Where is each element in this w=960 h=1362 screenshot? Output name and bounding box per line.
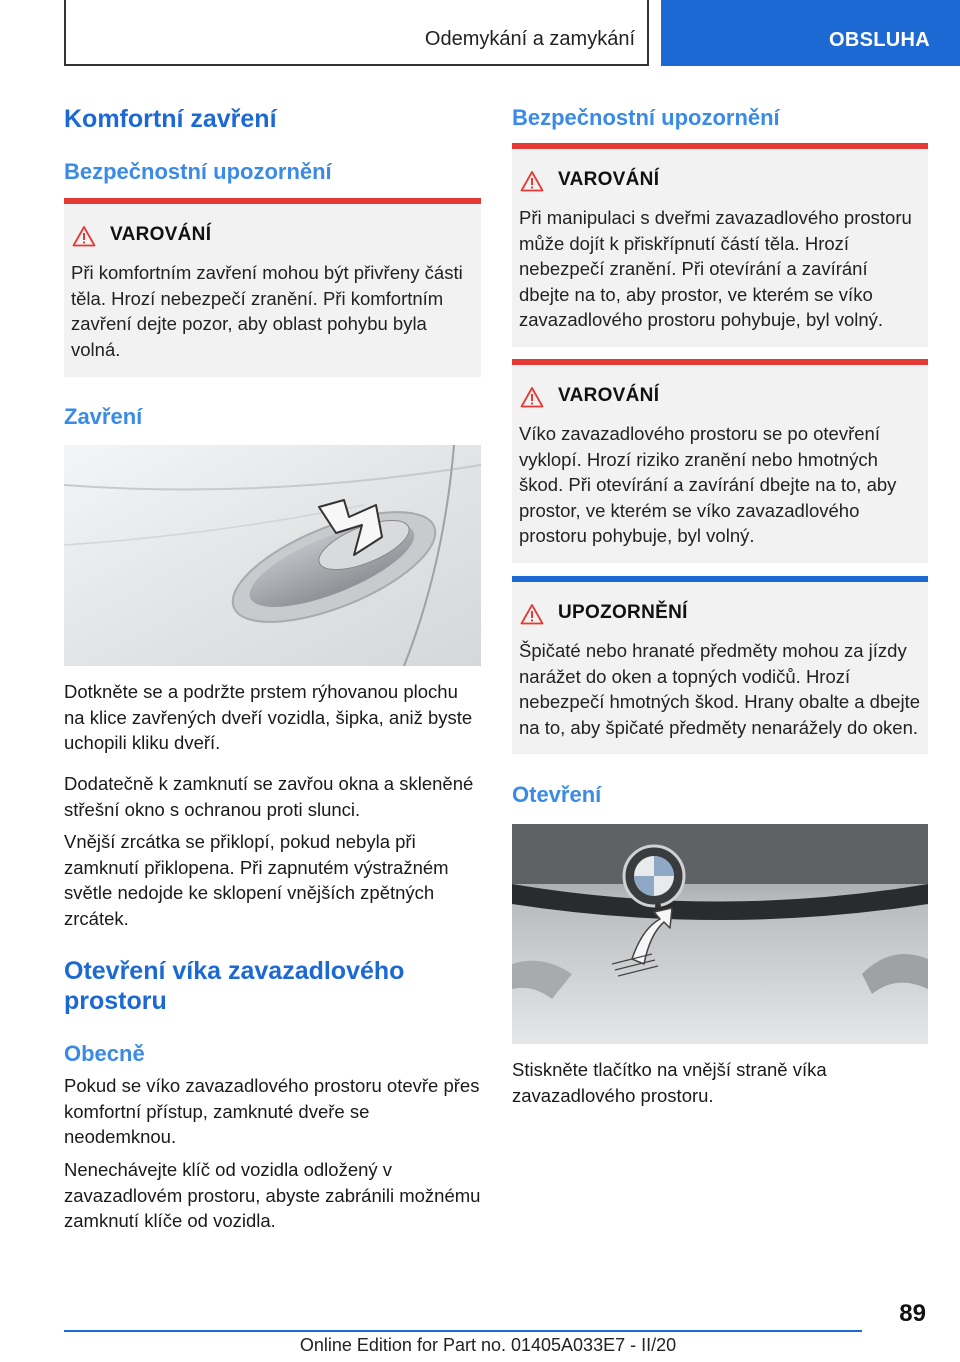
caution-box	[512, 576, 928, 754]
warning-text: Při komfortním zavření mohou být přivřeny části těla. Hrozí nebezpečí zranění. Při komfortním zavření dejte pozor, aby oblast pohybu byla volná.	[71, 262, 463, 360]
warning-triangle-icon	[520, 386, 544, 408]
warning-triangle-icon	[520, 170, 544, 192]
heading-open: Otevření	[512, 782, 602, 807]
paragraph: Dotkněte se a podržte prstem rýhovanou plochu na klice zavřených dveří vozidla, šipka, aniž byste uchopili kliku dveří.	[64, 681, 473, 753]
chapter-tab[interactable]	[661, 0, 960, 66]
section-title: Odemykání a zamykání	[424, 28, 635, 50]
footer-divider	[64, 1330, 862, 1332]
warning-bar	[512, 143, 928, 149]
heading-close: Zavření	[64, 404, 143, 429]
heading-safety-notes: Bezpečnostní upozornění	[512, 105, 780, 130]
heading-comfort-close: Komfortní zavření	[64, 105, 277, 133]
warning-box	[512, 143, 928, 347]
warning-title: VAROVÁNÍ	[558, 385, 660, 406]
warning-triangle-icon	[72, 225, 96, 247]
warning-text: Při manipulaci s dveřmi zavazadlového prostoru může dojít k přiskřípnutí částí těla. Hrozí nebezpečí zranění. Při otevírání a zavírání dbejte na to, aby prostor, ve kterém se víko zavazadlového prostoru pohybuje, byl volný.	[519, 207, 912, 330]
paragraph: Dodatečně k zamknutí se zavřou okna a skleněné střešní okno s ochranou proti slunci.	[64, 773, 474, 820]
trunk-button-image	[512, 824, 928, 1044]
heading-general: Obecně	[64, 1041, 145, 1066]
warning-bar	[512, 359, 928, 365]
paragraph: Pokud se víko zavazadlového prostoru otevře přes komfortní přístup, zamknuté dveře se neodemknou.	[64, 1075, 480, 1147]
caution-text: Špičaté nebo hranaté předměty mohou za jízdy narážet do oken a topných vodičů. Hrozí nebezpečí hmotných škod. Hrany obalte a dbejte na to, aby špičaté předměty nenarážely do oken.	[519, 640, 921, 738]
heading-trunk-open: Otevření víka zavazadlového prostoru	[64, 957, 405, 1015]
header-section-box	[64, 0, 649, 66]
caution-bar	[512, 576, 928, 582]
warning-title: VAROVÁNÍ	[558, 169, 660, 190]
warning-bar	[64, 198, 481, 204]
warning-triangle-icon	[520, 603, 544, 625]
heading-safety-notes: Bezpečnostní upozornění	[64, 159, 332, 184]
paragraph: Stiskněte tlačítko na vnější straně víka zavazadlového prostoru.	[512, 1059, 827, 1106]
page-number: 89	[899, 1300, 926, 1327]
chapter-tab-label: OBSLUHA	[829, 29, 930, 51]
paragraph: Nenechávejte klíč od vozidla odložený v zavazadlovém prostoru, abyste zabránili možnému zamknutí klíče od vozidla.	[64, 1159, 481, 1231]
warning-title: VAROVÁNÍ	[110, 224, 212, 245]
door-handle-image	[64, 445, 481, 666]
warning-text: Víko zavazadlového prostoru se po otevření vyklopí. Hrozí riziko zranění nebo hmotných škod. Při otevírání a zavírání dbejte na to, aby prostor, ve kterém se víko zavazadlového prostoru pohybuje, byl volný.	[519, 423, 897, 546]
footer-edition: Online Edition for Part no. 01405A033E7 - II/20	[299, 1335, 677, 1355]
warning-box	[512, 359, 928, 563]
paragraph: Vnější zrcátka se přiklopí, pokud nebyla při zamknutí přiklopena. Při zapnutém výstražném světle nedojde ke sklopení vnějších zpětných zrcátek.	[64, 831, 449, 929]
warning-box	[64, 198, 481, 377]
caution-title: UPOZORNĚNÍ	[558, 602, 688, 623]
